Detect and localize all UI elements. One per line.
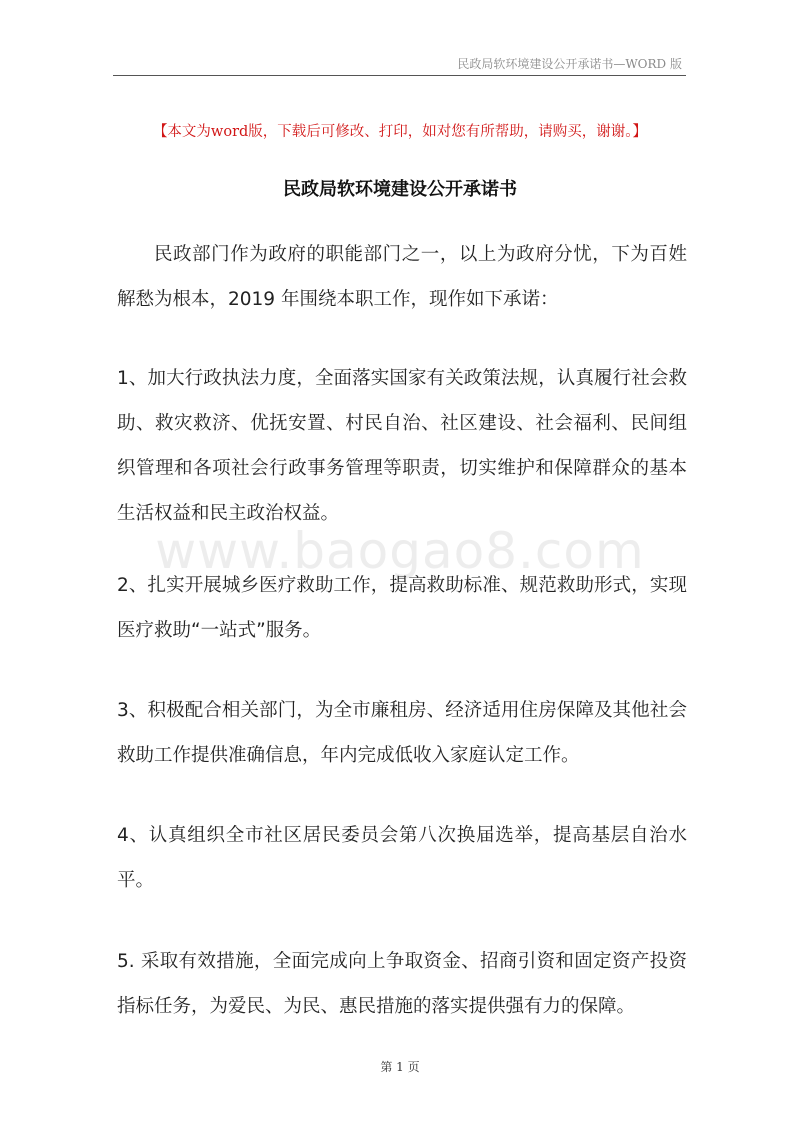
document-title: 民政局软环境建设公开承诺书 <box>283 179 517 200</box>
commitment-item-3: 3、积极配合相关部门，为全市廉租房、经济适用住房保障及其他社会救助工作提供准确信息，年内完成低收入家庭认定工作。 <box>117 700 687 766</box>
commitment-item-2: 2、扎实开展城乡医疗救助工作，提高救助标准、规范救助形式，实现医疗救助“一站式”服务。 <box>117 575 687 641</box>
purchase-notice: 【本文为word版，下载后可修改、打印，如对您有所帮助，请购买，谢谢。】 <box>152 124 648 140</box>
intro-paragraph: 民政部门作为政府的职能部门之一，以上为政府分忧，下为百姓解愁为根本，2019 年围绕本职工作，现作如下承诺： <box>117 244 687 310</box>
header-divider <box>113 75 686 76</box>
commitment-item-1: 1、加大行政执法力度，全面落实国家有关政策法规，认真履行社会救助、救灾救济、优抚安置、村民自治、社区建设、社会福利、民间组织管理和各项社会行政事务管理等职责，切实维护和保障群众的基本生活权益和民主政治权益。 <box>117 368 687 524</box>
commitment-item-4: 4、认真组织全市社区居民委员会第八次换届选举，提高基层自治水平。 <box>117 825 687 891</box>
commitment-item-5: 5. 采取有效措施，全面完成向上争取资金、招商引资和固定资产投资指标任务，为爱民、为民、惠民措施的落实提供强有力的保障。 <box>117 951 687 1017</box>
watermark: www.baogao8.com <box>155 522 645 580</box>
running-header: 民政局软环境建设公开承诺书—WORD 版 <box>457 57 682 71</box>
page-number: 第 1 页 <box>380 1060 420 1074</box>
